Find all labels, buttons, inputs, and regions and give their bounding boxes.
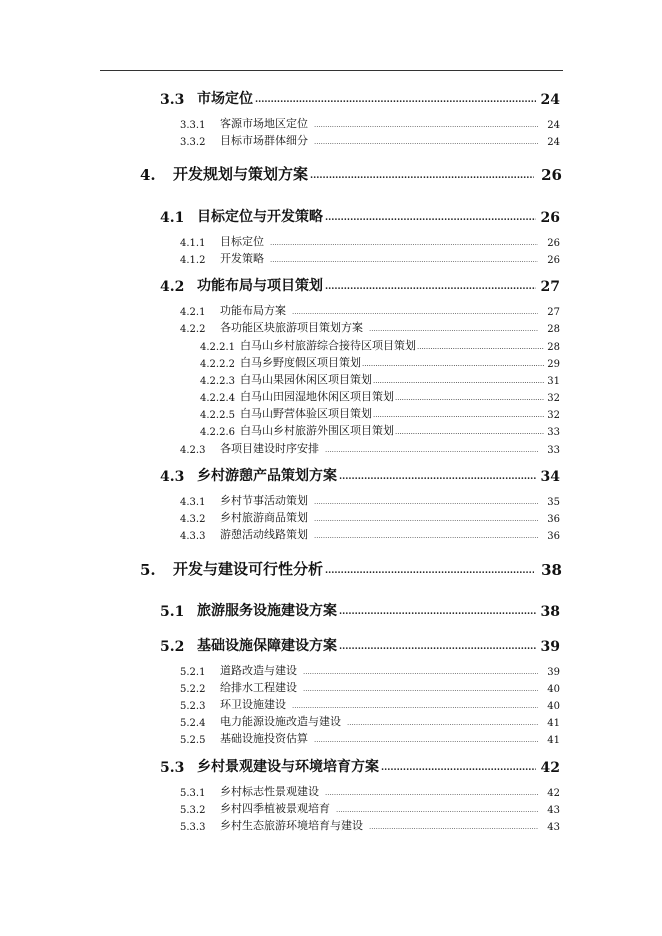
dot-leader [314, 122, 538, 129]
toc-number: 5.2.2 [180, 684, 206, 695]
toc-title: 目标定位 [220, 235, 264, 248]
toc-page: 41 [547, 718, 560, 729]
toc-title: 白马乡野度假区项目策划 [240, 356, 361, 369]
toc-number: 4.2.2.4 [200, 393, 235, 404]
dot-leader [270, 240, 538, 247]
toc-title: 白马山乡村旅游综合接待区项目策划 [240, 339, 416, 352]
dot-leader [303, 686, 538, 693]
dot-leader [381, 764, 536, 773]
toc-page: 39 [547, 667, 560, 678]
dot-leader [362, 361, 544, 368]
toc-page: 28 [547, 324, 560, 335]
toc-title: 白马山野营体验区项目策划 [240, 407, 372, 420]
toc-number: 4.1.1 [180, 238, 206, 249]
toc-entry-4[interactable] [140, 163, 562, 184]
toc-page: 38 [540, 604, 560, 620]
toc-title: 功能布局与项目策划 [197, 278, 323, 294]
toc-number: 5.3.2 [180, 805, 206, 816]
toc-entry-4-3-1[interactable] [180, 492, 560, 508]
toc-page: 35 [547, 497, 560, 508]
toc-title: 道路改造与建设 [220, 664, 297, 677]
toc-number: 5.3.1 [180, 788, 206, 799]
toc-entry-5-3[interactable] [160, 756, 560, 776]
toc-title: 开发规划与策划方案 [173, 165, 309, 183]
dot-leader [395, 429, 544, 436]
dot-leader [255, 96, 536, 105]
toc-page: 32 [547, 410, 560, 421]
dot-leader [314, 499, 538, 506]
toc-number: 3.3.2 [180, 137, 206, 148]
toc-title: 开发与建设可行性分析 [173, 560, 324, 578]
dot-leader [325, 567, 534, 576]
toc-entry-5-1[interactable] [160, 600, 560, 620]
toc-entry-4-3-2[interactable] [180, 509, 560, 525]
dot-leader [270, 257, 538, 264]
toc-page: 26 [540, 210, 560, 226]
toc-title: 目标市场群体细分 [220, 134, 308, 147]
toc-number: 4.2.2.2 [200, 359, 235, 370]
toc-number: 4.2.2.6 [200, 427, 235, 438]
toc-page: 34 [540, 469, 560, 485]
toc-title: 旅游服务设施建设方案 [197, 603, 337, 619]
toc-title: 游憩活动线路策划 [220, 528, 308, 541]
toc-title: 乡村景观建设与环境培育方案 [197, 759, 379, 775]
toc-title: 乡村标志性景观建设 [220, 785, 319, 798]
toc-title: 乡村游憩产品策划方案 [197, 468, 337, 484]
toc-page: 24 [547, 137, 560, 148]
toc-title: 基础设施保障建设方案 [197, 638, 337, 654]
dot-leader [292, 703, 538, 710]
toc-page: 28 [547, 342, 560, 353]
dot-leader [303, 669, 538, 676]
dot-leader [314, 737, 538, 744]
toc-entry-5[interactable] [140, 558, 562, 579]
dot-leader [369, 326, 538, 333]
header-rule [100, 70, 563, 71]
toc-page: 41 [547, 735, 560, 746]
toc-page: 33 [547, 445, 560, 456]
toc-number: 4.3 [160, 469, 185, 485]
toc-number: 5.2 [160, 639, 185, 655]
toc-entry-3-3-2[interactable] [180, 132, 560, 148]
toc-number: 5.2.3 [180, 701, 206, 712]
toc-page: 38 [541, 561, 562, 579]
dot-leader [325, 790, 538, 797]
toc-entry-4-2-2-4[interactable] [200, 388, 560, 404]
toc-page: 42 [547, 788, 560, 799]
dot-leader [339, 643, 536, 652]
dot-leader [373, 412, 544, 419]
toc-entry-4-2-2-2[interactable] [200, 354, 560, 370]
toc-entry-4-1[interactable] [160, 206, 560, 226]
toc-entry-4-2-1[interactable] [180, 302, 560, 318]
toc-entry-4-2-2-5[interactable] [200, 405, 560, 421]
toc-title: 白马山乡村旅游外围区项目策划 [240, 424, 394, 437]
toc-page: 36 [547, 514, 560, 525]
toc-number: 5.3 [160, 760, 185, 776]
toc-title: 白马山果园休闲区项目策划 [240, 373, 372, 386]
toc-entry-4-1-2[interactable] [180, 250, 560, 266]
toc-number: 4.3.3 [180, 531, 206, 542]
dot-leader [325, 283, 536, 292]
toc-title: 乡村四季植被景观培育 [220, 802, 330, 815]
toc-page: 26 [547, 255, 560, 266]
toc-title: 乡村节事活动策划 [220, 494, 308, 507]
toc-entry-5-2-1[interactable] [180, 662, 560, 678]
toc-number: 4.1 [160, 210, 185, 226]
toc-title: 电力能源设施改造与建设 [220, 715, 341, 728]
dot-leader [347, 720, 538, 727]
toc-title: 乡村旅游商品策划 [220, 511, 308, 524]
toc-entry-4-3[interactable] [160, 465, 560, 485]
toc-entry-4-2-2-3[interactable] [200, 371, 560, 387]
toc-title: 市场定位 [197, 91, 253, 107]
toc-title: 功能布局方案 [220, 304, 286, 317]
toc-number: 5.2.4 [180, 718, 206, 729]
toc-page: 26 [547, 238, 560, 249]
toc-page: 40 [547, 701, 560, 712]
toc-entry-4-1-1[interactable] [180, 233, 560, 249]
toc-entry-4-2[interactable] [160, 275, 560, 295]
toc-entry-5-2-3[interactable] [180, 696, 560, 712]
dot-leader [339, 608, 536, 617]
dot-leader [336, 807, 538, 814]
toc-entry-5-3-1[interactable] [180, 783, 560, 799]
toc-page: 24 [540, 92, 560, 108]
toc-number: 4.3.1 [180, 497, 206, 508]
toc-page: 33 [547, 427, 560, 438]
toc-page: 32 [547, 393, 560, 404]
toc-number: 5.2.1 [180, 667, 206, 678]
toc-number: 3.3 [160, 92, 185, 108]
toc-page: 40 [547, 684, 560, 695]
toc-number: 5.3.3 [180, 822, 206, 833]
toc-title: 目标定位与开发策略 [197, 209, 323, 225]
toc-number: 4.2.2 [180, 324, 206, 335]
dot-leader [395, 395, 544, 402]
dot-leader [310, 172, 534, 181]
toc-number: 4.2 [160, 279, 185, 295]
toc-title: 白马山田园湿地休闲区项目策划 [240, 390, 394, 403]
toc-number: 5. [140, 561, 156, 579]
toc-number: 5.2.5 [180, 735, 206, 746]
toc-number: 4.2.2.5 [200, 410, 235, 421]
toc-entry-4-2-2-6[interactable] [200, 422, 560, 438]
dot-leader [325, 447, 538, 454]
toc-page: 27 [547, 307, 560, 318]
toc-entry-5-3-3[interactable] [180, 817, 560, 833]
toc-title: 环卫设施建设 [220, 698, 286, 711]
toc-entry-5-2-5[interactable] [180, 730, 560, 746]
toc-number: 4.1.2 [180, 255, 206, 266]
toc-entry-3-3[interactable] [160, 88, 560, 108]
toc-entry-3-3-1[interactable] [180, 115, 560, 131]
dot-leader [292, 309, 538, 316]
toc-entry-5-2-2[interactable] [180, 679, 560, 695]
toc-entry-5-2[interactable] [160, 635, 560, 655]
toc-title: 各功能区块旅游项目策划方案 [220, 321, 363, 334]
toc-entry-4-2-3[interactable] [180, 440, 560, 456]
toc-title: 开发策略 [220, 252, 264, 265]
toc-number: 4. [140, 166, 156, 184]
toc-number: 4.2.1 [180, 307, 206, 318]
dot-leader [314, 139, 538, 146]
toc-title: 给排水工程建设 [220, 681, 297, 694]
toc-title: 基础设施投资估算 [220, 732, 308, 745]
dot-leader [373, 378, 544, 385]
dot-leader [314, 533, 538, 540]
dot-leader [339, 473, 536, 482]
toc-number: 4.2.3 [180, 445, 206, 456]
toc-entry-5-3-2[interactable] [180, 800, 560, 816]
dot-leader [325, 214, 536, 223]
toc-page: 29 [547, 359, 560, 370]
toc-number: 4.2.2.3 [200, 376, 235, 387]
toc-entry-4-2-2[interactable] [180, 319, 560, 335]
toc-page: 31 [547, 376, 560, 387]
toc-page: 26 [541, 166, 562, 184]
toc-entry-4-3-3[interactable] [180, 526, 560, 542]
toc-page: 43 [547, 805, 560, 816]
toc-title: 客源市场地区定位 [220, 117, 308, 130]
toc-entry-4-2-2-1[interactable] [200, 337, 560, 353]
dot-leader [369, 824, 538, 831]
toc-page: 36 [547, 531, 560, 542]
toc-number: 4.3.2 [180, 514, 206, 525]
dot-leader [417, 344, 544, 351]
toc-page: 27 [540, 279, 560, 295]
toc-title: 各项目建设时序安排 [220, 442, 319, 455]
toc-page: 42 [540, 760, 560, 776]
toc-title: 乡村生态旅游环境培育与建设 [220, 819, 363, 832]
toc-entry-5-2-4[interactable] [180, 713, 560, 729]
toc-page: 24 [547, 120, 560, 131]
toc-page: 43 [547, 822, 560, 833]
toc-number: 5.1 [160, 604, 185, 620]
toc-number: 4.2.2.1 [200, 342, 235, 353]
dot-leader [314, 516, 538, 523]
toc-number: 3.3.1 [180, 120, 206, 131]
toc-page: 39 [540, 639, 560, 655]
